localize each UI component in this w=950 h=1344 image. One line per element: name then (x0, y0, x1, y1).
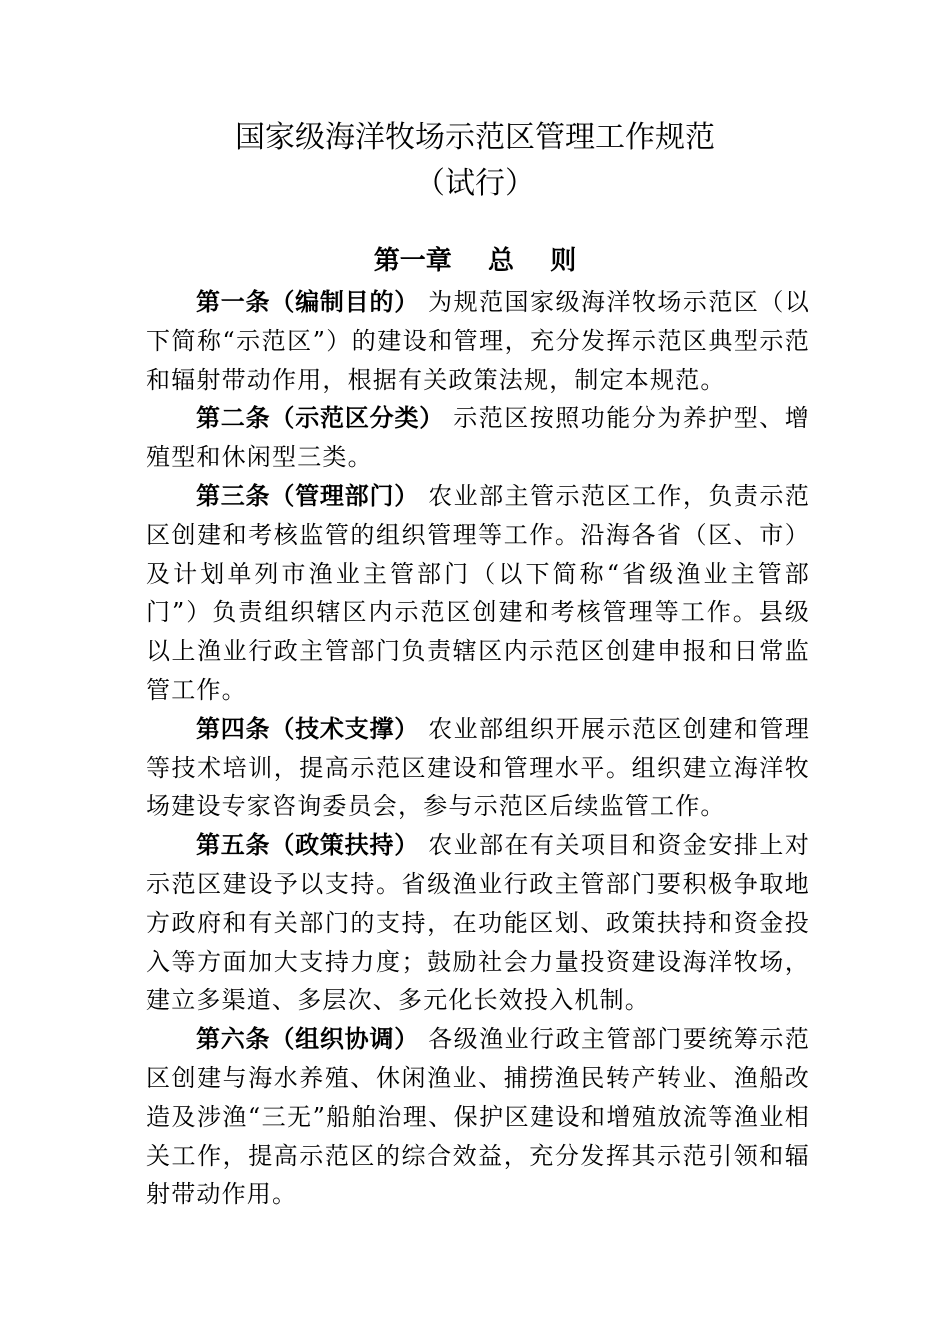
document-subtitle: （试行） (415, 166, 535, 201)
article-1 (146, 283, 810, 399)
article-heading: 第四条（技术支撑） (196, 714, 420, 743)
article-5 (146, 826, 810, 1020)
article-3 (146, 477, 810, 710)
article-heading: 第一条（编制目的） (196, 288, 420, 316)
article-6 (146, 1020, 810, 1214)
chapter-heading: 第一章 总 则 (373, 246, 577, 276)
document-body (146, 283, 810, 1214)
article-text: 农业部主管示范区工作，负责示范区创建和考核监管的组织管理等工作。沿海各省（区、市）及计划单列市渔业主管部门（以下简称“省级渔业主管部门”）负责组织辖区内示范区创建和考核管理等工作。县级以上渔业行政主管部门负责辖区内示范区创建申报和日常监管工作。 (146, 481, 811, 704)
article-2 (146, 399, 810, 477)
article-text: 各级渔业行政主管部门要统筹示范区创建与海水养殖、休闲渔业、捕捞渔民转产转业、渔船改造及涉渔“三无”船舶治理、保护区建设和增殖放流等渔业相关工作，提高示范区的综合效益，充分发挥其示范引领和辐射带动作用。 (146, 1025, 811, 1209)
document-title: 国家级海洋牧场示范区管理工作规范 (235, 120, 715, 155)
article-text: 示范区按照功能分为养护型、增殖型和休闲型三类。 (146, 404, 810, 472)
article-heading: 第二条（示范区分类） (196, 404, 445, 433)
article-text: 农业部在有关项目和资金安排上对示范区建设予以支持。省级渔业行政主管部门要积极争取地方政府和有关部门的支持，在功能区划、政策扶持和资金投入等方面加大支持力度；鼓励社会力量投资建设海洋牧场，建立多渠道、多层次、多元化长效投入机制。 (146, 831, 811, 1015)
article-4 (146, 710, 810, 826)
article-text: 农业部组织开展示范区创建和管理等技术培训，提高示范区建设和管理水平。组织建立海洋牧场建设专家咨询委员会，参与示范区后续监管工作。 (146, 714, 811, 821)
article-heading: 第三条（管理部门） (196, 481, 420, 510)
article-text: 为规范国家级海洋牧场示范区（以下简称“示范区”）的建设和管理，充分发挥示范区典型示范和辐射带动作用，根据有关政策法规，制定本规范。 (146, 288, 811, 394)
article-heading: 第六条（组织协调） (196, 1025, 420, 1054)
article-heading: 第五条（政策扶持） (196, 831, 420, 860)
